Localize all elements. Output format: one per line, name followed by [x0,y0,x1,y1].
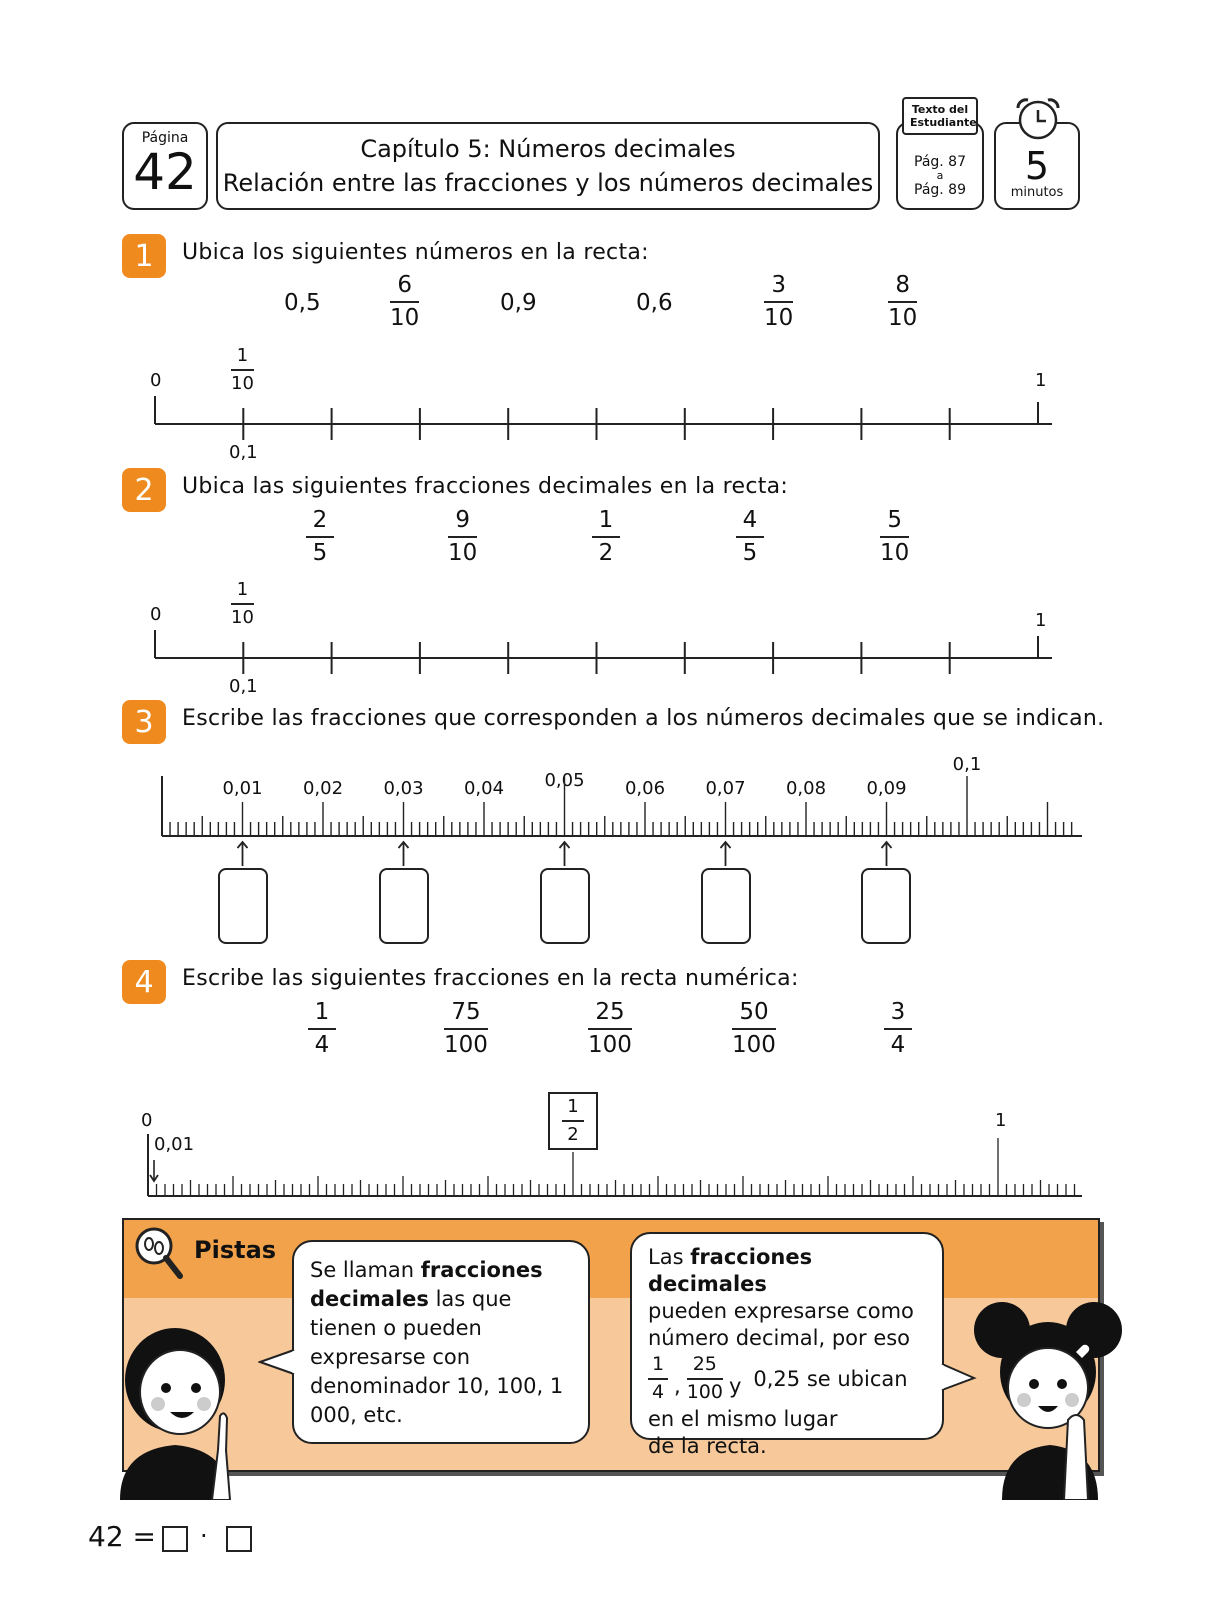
denominator: 100 [444,1032,488,1059]
minutes-label: minutos [1010,184,1064,200]
ex2-tick-decimal: 0,1 [229,676,258,697]
denominator: 4 [890,1032,906,1059]
hint-right-text-2: pueden expresarse como número decimal, por eso [648,1299,914,1350]
ex2-line-end: 1 [1035,610,1047,631]
denominator: 10 [231,606,254,628]
numerator: 1 [598,507,614,533]
ex3-label-4: 0,04 [463,778,505,799]
numerator: 8 [895,272,910,298]
minutes-value: 5 [1024,143,1050,188]
pag-a: a [936,169,944,182]
footer-box-2[interactable] [226,1526,252,1552]
ex1-fraction-3 [888,273,917,332]
denominator: 100 [732,1032,776,1059]
chapter-title-box [216,122,880,210]
page-number-box [122,122,208,210]
exercise-2-badge: 2 [122,468,166,512]
ex4-first-tick-label: 0,01 [154,1134,195,1155]
book-icon [902,97,978,135]
ex3-arrowhead-3 [399,842,409,848]
numerator: 5 [887,507,902,533]
denominator: 10 [764,305,794,332]
ex3-label-1: 0,01 [222,778,263,799]
ex1-decimal-3: 0,6 [636,290,673,316]
ex3-answer-box-2[interactable] [379,868,429,944]
ex1-tick-decimal: 0,1 [229,442,258,463]
ex4-fraction-1 [308,1000,336,1059]
hint-left-text-2: las que tienen o pueden expresarse con denominador 10, 100, 1 000, etc. [310,1287,564,1427]
hint-right-bold: fracciones decimales [648,1245,813,1296]
ex3-answer-box-4[interactable] [701,868,751,944]
denominator: 2 [598,540,614,567]
exercise-1-badge: 1 [122,234,166,278]
numerator: 1 [236,579,249,600]
ex3-label-6: 0,06 [624,778,666,799]
denominator: 5 [742,540,758,567]
hint-bubble-left-tail [258,1344,298,1384]
numerator: 3 [771,272,786,298]
ex1-line-start: 0 [150,370,162,391]
denominator: 10 [448,540,478,567]
ex3-label-2: 0,02 [302,778,344,799]
numerator: 75 [451,999,481,1025]
ex3-label-10: 0,1 [952,754,982,775]
footer-equation: 42 = [88,1520,156,1553]
ex3-arrowhead-9 [882,842,892,848]
hint-left-text-1: Se llaman [310,1258,421,1282]
ex3-label-8: 0,08 [785,778,827,799]
ex2-line-start: 0 [150,604,162,625]
footer-box-1[interactable] [162,1526,188,1552]
hint-bubble-left [292,1240,590,1444]
numerator: 1 [314,999,330,1025]
ex4-line-start: 0 [141,1110,153,1131]
ex4-fraction-5 [884,1000,912,1059]
ex3-answer-box-3[interactable] [540,868,590,944]
page-label: Página [141,130,189,146]
hint-right-text-3: 0,25 se ubican [753,1366,908,1391]
ex4-half-box [548,1092,598,1150]
boy-character-illustration [100,1300,250,1500]
pag-to: Pág. 89 [914,182,966,198]
hint-bubble-right [630,1232,944,1458]
denominator: 10 [880,540,910,567]
ex2-fraction-1 [306,508,334,567]
numerator: 50 [739,999,769,1025]
ex4-line-end: 1 [995,1110,1007,1131]
alarm-clock-icon [1008,94,1068,144]
ex1-fraction-2 [764,273,793,332]
denominator: 4 [314,1032,330,1059]
page-number: 42 [133,143,197,201]
numerator: 25 [595,999,625,1025]
topic-title: Relación entre las fracciones y los números decimales [222,169,874,197]
textbook-reference-box [896,122,984,210]
hint-y: y [728,1373,742,1398]
hint-fraction-1: $\frac{1}{4}$ [648,1355,668,1403]
denominator: 10 [231,372,254,394]
exercise-2-instruction: Ubica las siguientes fracciones decimales en la recta: [182,474,789,499]
ex3-label-3: 0,03 [383,778,424,799]
exercise-4-instruction: Escribe las siguientes fracciones en la recta numérica: [182,966,799,991]
book-label: Texto del Estudiante [910,103,977,129]
ex4-first-tick-arrowhead [150,1175,158,1181]
ex1-decimal-2: 0,9 [500,290,537,316]
chapter-title: Capítulo 5: Números decimales [360,135,736,163]
denominator: 5 [312,540,328,567]
ex4-fraction-4 [732,1000,776,1059]
numerator: 9 [455,507,470,533]
ex3-label-7: 0,07 [705,778,746,799]
ex1-fraction-1 [390,273,419,332]
denominator: 100 [588,1032,632,1059]
numerator: 1 [236,345,249,366]
magnifier-icon [132,1224,188,1284]
ex1-decimal-1: 0,5 [284,290,321,316]
ex3-answer-box-1[interactable] [218,868,268,944]
ex1-tick-fraction [231,346,254,394]
ex2-tick-fraction [231,580,254,628]
exercise-3-instruction: Escribe las fracciones que corresponden a los números decimales que se indican. [182,706,1105,731]
ex1-line-end: 1 [1035,370,1047,391]
hint-right-text-4: en el mismo lugar de la recta. [648,1407,838,1458]
denominator: 2 [567,1124,579,1145]
ex2-fraction-3 [592,508,620,567]
hint-right-text-1: Las [648,1245,691,1269]
ex3-arrowhead-7 [721,842,731,848]
ex3-arrowhead-5 [560,842,570,848]
ex4-fraction-3 [588,1000,632,1059]
denominator: 10 [390,305,420,332]
ex2-fraction-5 [880,508,909,567]
exercise-4-badge: 4 [122,960,166,1004]
pistas-title: Pistas [194,1236,277,1264]
ex3-answer-box-5[interactable] [861,868,911,944]
exercise-1-instruction: Ubica los siguientes números en la recta: [182,240,649,265]
ex2-fraction-2 [448,508,477,567]
ex3-label-5: 0,05 [544,770,585,791]
numerator: 3 [890,999,906,1025]
ex3-arrowhead-1 [238,842,248,848]
numerator: 6 [397,272,412,298]
denominator: 10 [888,305,918,332]
girl-character-illustration [972,1290,1122,1500]
pag-from: Pág. 87 [914,154,966,170]
hint-fraction-2: $\frac{25}{100}$ [686,1353,723,1403]
numerator: 4 [742,507,758,533]
hint-left-bold: fracciones decimales [310,1258,543,1311]
exercise-3-badge: 3 [122,700,166,744]
numerator: 2 [312,507,328,533]
ex3-label-9: 0,09 [866,778,907,799]
hint-comma: , [674,1373,681,1398]
footer-dot: · [200,1522,208,1550]
numerator: 1 [567,1096,579,1118]
ex4-fraction-2 [444,1000,488,1059]
ex2-fraction-4 [736,508,764,567]
